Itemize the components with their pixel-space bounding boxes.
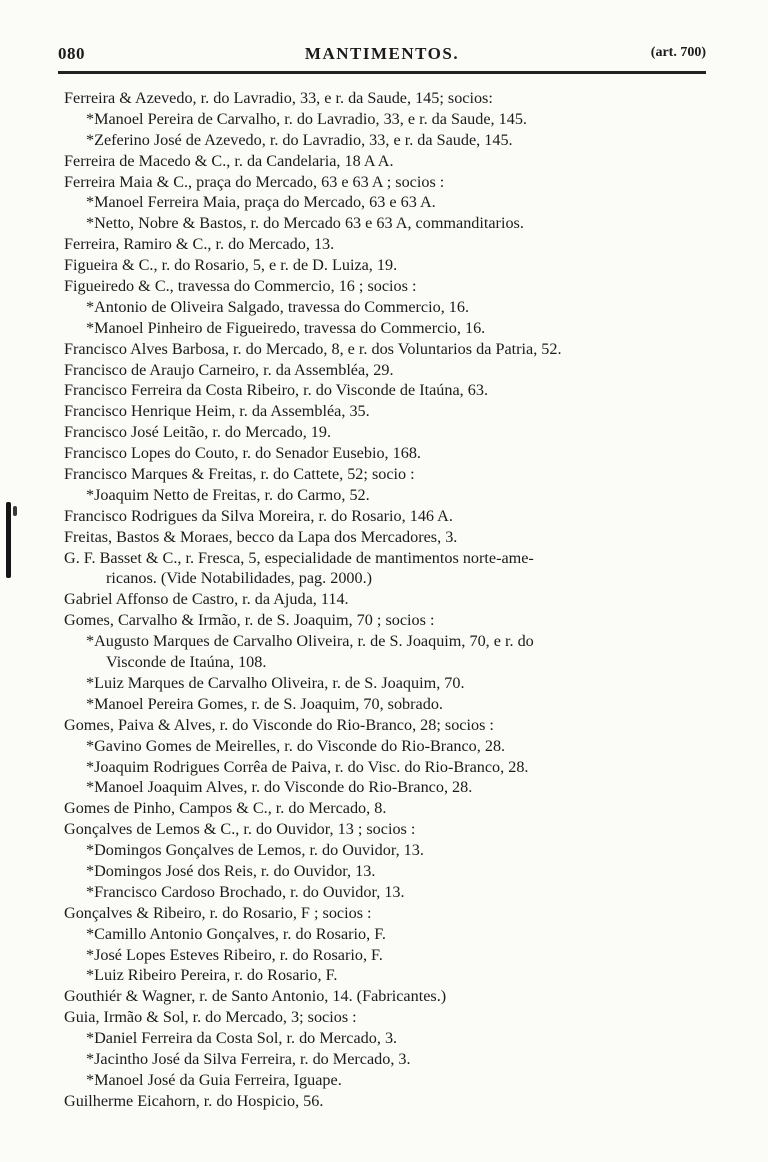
- partner-entry: *Camillo Antonio Gonçalves, r. do Rosario, F.: [86, 924, 386, 943]
- firm-entry: Ferreira de Macedo & C., r. da Candelaria, 18 A A.: [64, 151, 394, 170]
- firm-entry: Gabriel Affonso de Castro, r. da Ajuda, 114.: [64, 590, 349, 609]
- firm-entry: G. F. Basset & C., r. Fresca, 5, especialidade de mantimentos norte-ame-: [64, 548, 534, 567]
- partner-entry: *Zeferino José de Azevedo, r. do Lavradio, 33, e r. da Saude, 145.: [86, 130, 513, 149]
- partner-entry: *Antonio de Oliveira Salgado, travessa do Commercio, 16.: [86, 297, 470, 316]
- partner-entry: *Augusto Marques de Carvalho Oliveira, r. de S. Joaquim, 70, e r. do: [86, 632, 534, 651]
- firm-entry: Francisco de Araujo Carneiro, r. da Assembléa, 29.: [64, 360, 394, 379]
- firm-entry: Gonçalves de Lemos & C., r. do Ouvidor, 13 ; socios :: [64, 820, 416, 839]
- firm-entry: Ferreira & Azevedo, r. do Lavradio, 33, e r. da Saude, 145; socios:: [64, 89, 493, 107]
- firm-entry: Figueiredo & C., travessa do Commercio, 16 ; socios :: [64, 277, 417, 296]
- partner-entry: *Daniel Ferreira da Costa Sol, r. do Mercado, 3.: [86, 1029, 398, 1048]
- firm-entry: Ferreira Maia & C., praça do Mercado, 63 e 63 A ; socios :: [64, 172, 445, 191]
- partner-entry: *Gavino Gomes de Meirelles, r. do Visconde do Rio-Branco, 28.: [86, 736, 506, 755]
- partner-entry: *Joaquim Netto de Freitas, r. do Carmo, 52.: [86, 485, 370, 504]
- partner-entry: *José Lopes Esteves Ribeiro, r. do Rosario, F.: [86, 945, 383, 964]
- partner-entry: *Domingos Gonçalves de Lemos, r. do Ouvidor, 13.: [86, 841, 424, 860]
- firm-entry: Gonçalves & Ribeiro, r. do Rosario, F ; socios :: [64, 903, 372, 922]
- firm-entry: Gomes de Pinho, Campos & C., r. do Mercado, 8.: [64, 799, 387, 818]
- page-header: [58, 44, 706, 70]
- page-title: MANTIMENTOS.: [304, 44, 460, 63]
- partner-entry: *Manoel Ferreira Maia, praça do Mercado, 63 e 63 A.: [86, 193, 436, 212]
- partner-entry: *Manoel Pereira de Carvalho, r. do Lavradio, 33, e r. da Saude, 145.: [86, 109, 527, 128]
- firm-entry: Figueira & C., r. do Rosario, 5, e r. de D. Luiza, 19.: [64, 256, 398, 275]
- firm-entry: Francisco Henrique Heim, r. da Assembléa, 35.: [64, 402, 370, 421]
- firm-entry: Francisco Marques & Freitas, r. do Cattete, 52; socio :: [64, 465, 415, 484]
- partner-entry: *Domingos José dos Reis, r. do Ouvidor, 13.: [86, 861, 376, 880]
- partner-entry: *Manoel Pinheiro de Figueiredo, travessa do Commercio, 16.: [86, 318, 486, 337]
- firm-entry: Francisco Alves Barbosa, r. do Mercado, 8, e r. dos Voluntarios da Patria, 52.: [64, 339, 562, 358]
- firm-entry: Guilherme Eicahorn, r. do Hospicio, 56.: [64, 1091, 324, 1110]
- firm-entry: Francisco Rodrigues da Silva Moreira, r. do Rosario, 146 A.: [64, 506, 453, 525]
- partner-entry: *Manoel José da Guia Ferreira, Iguape.: [86, 1070, 342, 1089]
- page-number: 080: [58, 44, 85, 63]
- partner-entry: *Jacintho José da Silva Ferreira, r. do Mercado, 3.: [86, 1049, 411, 1068]
- firm-entry: Gomes, Carvalho & Irmão, r. de S. Joaquim, 70 ; socios :: [64, 611, 435, 630]
- header-rule: [58, 71, 706, 74]
- firm-entry: Freitas, Bastos & Moraes, becco da Lapa dos Mercadores, 3.: [64, 527, 458, 546]
- firm-entry: Francisco Ferreira da Costa Ribeiro, r. do Visconde de Itaúna, 63.: [64, 381, 488, 400]
- partner-entry: *Joaquim Rodrigues Corrêa de Paiva, r. do Visc. do Rio-Branco, 28.: [86, 757, 529, 776]
- margin-ink-mark: [6, 502, 11, 578]
- firm-entry: Gouthiér & Wagner, r. de Santo Antonio, 14. (Fabricantes.): [64, 987, 447, 1006]
- partner-entry: *Manoel Pereira Gomes, r. de S. Joaquim, 70, sobrado.: [86, 694, 443, 713]
- partner-entry: *Luiz Marques de Carvalho Oliveira, r. de S. Joaquim, 70.: [86, 673, 465, 692]
- margin-ink-mark-small: [13, 506, 17, 516]
- entry-list: [58, 88, 710, 1112]
- entry-continuation: Visconde de Itaúna, 108.: [106, 653, 267, 672]
- partner-entry: *Manoel Joaquim Alves, r. do Visconde do Rio-Branco, 28.: [86, 778, 473, 797]
- article-reference: (art. 700): [650, 45, 706, 60]
- firm-entry: Francisco José Leitão, r. do Mercado, 19.: [64, 423, 332, 442]
- partner-entry: *Luiz Ribeiro Pereira, r. do Rosario, F.: [86, 966, 338, 985]
- firm-entry: Francisco Lopes do Couto, r. do Senador Eusebio, 168.: [64, 444, 421, 463]
- partner-entry: *Netto, Nobre & Bastos, r. do Mercado 63 e 63 A, commanditarios.: [86, 214, 524, 233]
- partner-entry: *Francisco Cardoso Brochado, r. do Ouvidor, 13.: [86, 882, 405, 901]
- firm-entry: Gomes, Paiva & Alves, r. do Visconde do Rio-Branco, 28; socios :: [64, 715, 494, 734]
- entry-continuation: ricanos. (Vide Notabilidades, pag. 2000.): [106, 569, 373, 588]
- firm-entry: Guia, Irmão & Sol, r. do Mercado, 3; socios :: [64, 1008, 357, 1027]
- firm-entry: Ferreira, Ramiro & C., r. do Mercado, 13.: [64, 235, 335, 254]
